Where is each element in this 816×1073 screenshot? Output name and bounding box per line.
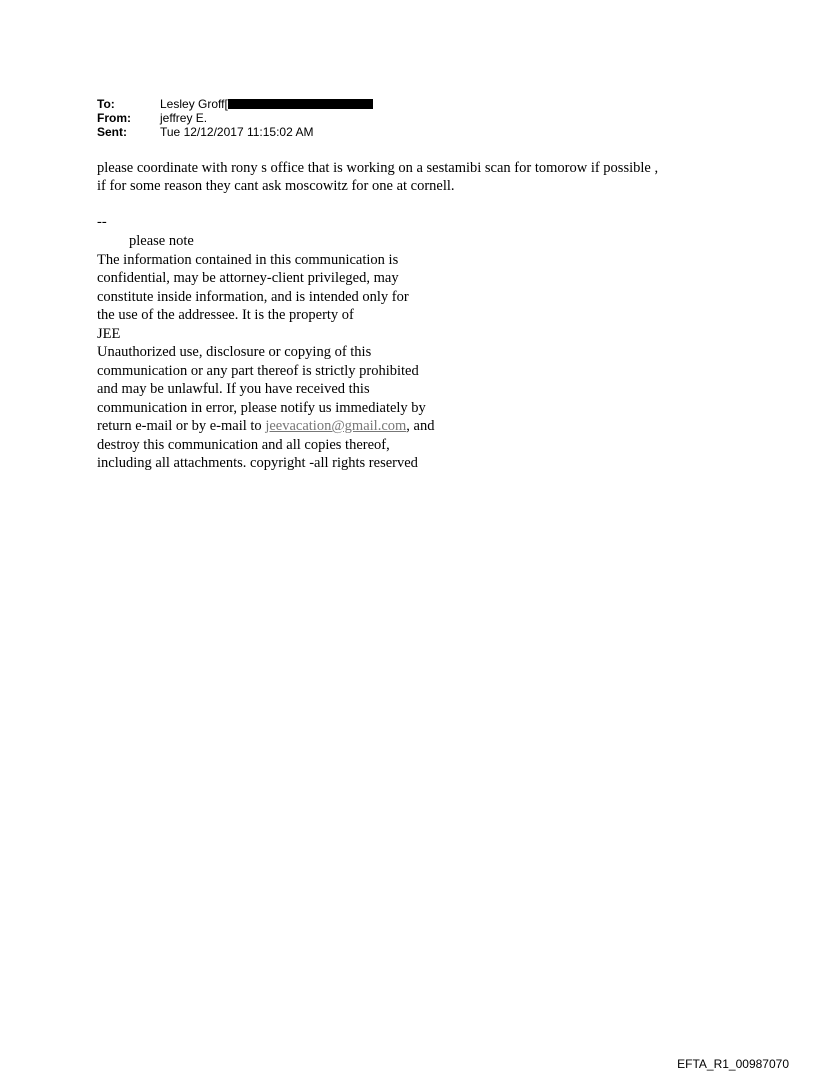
disclaimer-line: constitute inside information, and is intended only for — [97, 288, 409, 305]
to-row — [97, 97, 373, 111]
disclaimer-line-return — [97, 417, 434, 436]
from-label: From: — [97, 111, 131, 125]
sent-label: Sent: — [97, 125, 127, 139]
email-header — [97, 97, 373, 139]
disclaimer-line: including all attachments. copyright -all rights reserved — [97, 455, 418, 471]
disclaimer-line: Unauthorized use, disclosure or copying of this — [97, 344, 372, 360]
signature-disclaimer — [97, 232, 434, 473]
sent-row — [97, 125, 373, 139]
email-body — [97, 159, 777, 195]
from-row — [97, 111, 373, 125]
redaction-block — [228, 99, 373, 109]
disclaimer-line: confidential, may be attorney-client privileged, may — [97, 270, 399, 286]
disclaimer-line: communication or any part thereof is strictly prohibited — [97, 362, 419, 379]
disclaimer-line: JEE — [97, 325, 121, 342]
to-label: To: — [97, 97, 115, 111]
body-line-2: if for some reason they cant ask moscowitz for one at cornell. — [97, 178, 455, 194]
return-suffix: , and — [406, 418, 435, 434]
document-id: EFTA_R1_00987070 — [677, 1057, 789, 1071]
signature-separator: -- — [97, 214, 107, 230]
disclaimer-line: the use of the addressee. It is the property of — [97, 307, 354, 323]
disclaimer-line: and may be unlawful. If you have received this — [97, 381, 370, 397]
return-prefix: return e-mail or by e-mail to — [97, 418, 266, 434]
body-line-1: please coordinate with rony s office that is working on a sestamibi scan for tomorow if possible , — [97, 160, 659, 176]
email-link[interactable]: jeevacation@gmail.com — [265, 418, 407, 434]
please-note: please note — [129, 233, 194, 249]
sent-value: Tue 12/12/2017 11:15:02 AM — [160, 125, 314, 139]
to-value — [160, 97, 373, 111]
from-value: jeffrey E. — [160, 111, 208, 125]
disclaimer-line: destroy this communication and all copies thereof, — [97, 436, 390, 453]
to-recipient: Lesley Groff[ — [160, 97, 228, 111]
disclaimer-line: The information contained in this communication is — [97, 251, 399, 268]
disclaimer-line: communication in error, please notify us immediately by — [97, 399, 426, 416]
